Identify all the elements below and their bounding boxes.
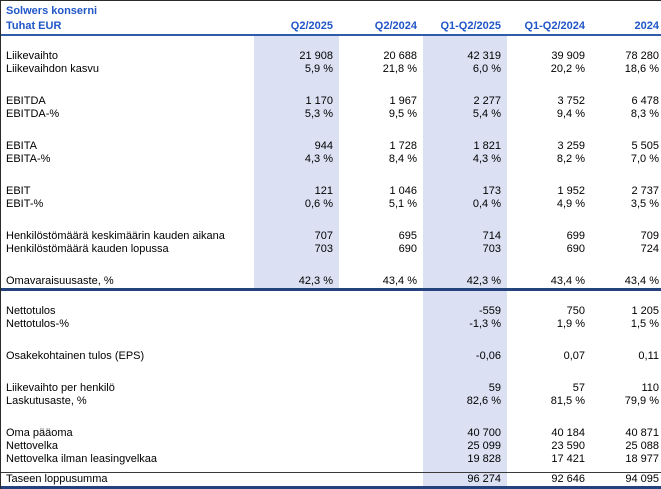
value-cell: 695 (398, 230, 417, 242)
value-cell: 1 205 (631, 305, 659, 317)
value-cell: 690 (398, 243, 417, 255)
row-label: EBIT-% (6, 198, 44, 210)
row-label: Liikevaihdon kasvu (6, 63, 99, 75)
value-cell: 94 095 (625, 473, 659, 485)
value-cell: 2 737 (631, 185, 659, 197)
row-label: Nettovelka ilman leasingvelkaa (6, 453, 158, 465)
table-row (1, 153, 661, 166)
value-cell: 1 046 (389, 185, 417, 197)
value-cell: 1 170 (305, 95, 333, 107)
value-cell (254, 305, 338, 318)
value-cell: 21,8 % (382, 63, 417, 75)
row-label: Nettovelka (6, 440, 58, 452)
value-cell: 1 967 (389, 95, 417, 107)
table-row (1, 108, 661, 121)
value-cell: 8,3 % (630, 108, 659, 120)
value-cell (254, 395, 338, 408)
value-cell (254, 318, 338, 331)
row-label: Nettotulos (6, 305, 56, 317)
value-cell: 724 (640, 243, 659, 255)
value-cell (338, 473, 422, 486)
value-cell: 18,6 % (624, 63, 659, 75)
table-row (1, 382, 661, 395)
value-cell: 42 319 (467, 50, 501, 62)
table-row (1, 395, 661, 408)
value-cell: 944 (314, 140, 333, 152)
row-label: Taseen loppusumma (6, 473, 108, 485)
table-row (1, 440, 661, 453)
value-cell: 3 259 (557, 140, 585, 152)
value-cell (254, 427, 338, 440)
value-cell: 79,9 % (624, 395, 659, 407)
value-cell: 703 (314, 243, 333, 255)
row-label: EBITA (6, 140, 37, 152)
value-cell (254, 453, 338, 466)
table-row (1, 230, 661, 243)
row-label: Nettotulos-% (6, 318, 69, 330)
value-cell (254, 350, 338, 363)
table-row (1, 318, 661, 331)
row-label: EBITDA (6, 95, 46, 107)
value-cell: 7,0 % (630, 153, 659, 165)
value-cell (338, 382, 422, 395)
row-group (1, 305, 661, 331)
value-cell: 1,5 % (630, 318, 659, 330)
column-header: Q2/2025 (290, 20, 333, 32)
value-cell: 78 280 (625, 50, 659, 62)
value-cell: 4,9 % (556, 198, 585, 210)
value-cell: 5,9 % (304, 63, 333, 75)
value-cell: 19 828 (467, 453, 501, 465)
table-row (1, 243, 661, 256)
value-cell: 25 099 (467, 440, 501, 452)
value-cell: 0,11 (638, 350, 659, 362)
table-row (1, 63, 661, 76)
value-cell: 9,4 % (556, 108, 585, 120)
table-row (1, 275, 661, 288)
value-cell: 43,4 % (382, 275, 417, 287)
value-cell (338, 395, 422, 408)
value-cell: 17 421 (551, 453, 585, 465)
column-header: 2024 (634, 20, 659, 32)
table-row (1, 350, 661, 363)
value-cell: 110 (641, 382, 659, 394)
value-cell: 2 277 (473, 95, 501, 107)
column-header: Q2/2024 (374, 20, 417, 32)
row-label: Liikevaihto (6, 50, 58, 62)
row-label: Osakekohtainen tulos (EPS) (6, 350, 145, 362)
value-cell: 4,3 % (304, 153, 333, 165)
value-cell: 3 752 (557, 95, 585, 107)
value-cell: 5,1 % (388, 198, 417, 210)
table-row (1, 305, 661, 318)
row-group (1, 185, 661, 211)
value-cell (254, 473, 338, 486)
value-cell: 81,5 % (550, 395, 585, 407)
value-cell: 703 (482, 243, 501, 255)
row-group (1, 50, 661, 76)
value-cell (338, 318, 422, 331)
value-cell: 173 (482, 185, 501, 197)
value-cell: 6,0 % (472, 63, 501, 75)
value-cell: 8,4 % (388, 153, 417, 165)
value-cell: 42,3 % (466, 275, 501, 287)
value-cell: 0,4 % (472, 198, 501, 210)
value-cell (254, 382, 338, 395)
row-label: Henkilöstömäärä keskimäärin kauden aikana (6, 230, 225, 242)
value-cell: 3,5 % (630, 198, 659, 210)
value-cell: 707 (314, 230, 333, 242)
row-label: Laskutusaste, % (6, 395, 87, 407)
row-group (1, 427, 661, 466)
value-cell: 1,9 % (556, 318, 585, 330)
row-group (1, 350, 661, 363)
value-cell (338, 427, 422, 440)
section-secondary-figures (1, 291, 661, 466)
row-group (1, 275, 661, 288)
value-cell: -0,06 (475, 350, 501, 362)
value-cell (338, 305, 422, 318)
table-row (1, 50, 661, 63)
table-row (1, 198, 661, 211)
value-cell: 8,2 % (556, 153, 585, 165)
value-cell: 42,3 % (298, 275, 333, 287)
value-cell: 92 646 (551, 473, 585, 485)
value-cell: 4,3 % (472, 153, 501, 165)
row-group (1, 95, 661, 121)
value-cell (254, 440, 338, 453)
value-cell: 21 908 (299, 50, 333, 62)
value-cell: 96 274 (467, 473, 501, 485)
value-cell: 43,4 % (550, 275, 585, 287)
value-cell: 0,6 % (304, 198, 333, 210)
value-cell: 699 (566, 230, 585, 242)
value-cell: 40 184 (551, 427, 585, 439)
value-cell: 18 977 (625, 453, 659, 465)
value-cell: -1,3 % (469, 318, 501, 330)
value-cell: 0,07 (563, 350, 585, 362)
table-row (1, 427, 661, 440)
value-cell: 82,6 % (466, 395, 501, 407)
value-cell (338, 350, 422, 363)
value-cell: 39 909 (551, 50, 585, 62)
value-cell: 714 (482, 230, 501, 242)
section-key-figures (1, 36, 661, 288)
table-row (1, 95, 661, 108)
table-row (1, 453, 661, 466)
column-header: Q1-Q2/2024 (524, 20, 585, 32)
value-cell: -559 (478, 305, 501, 317)
row-group (1, 140, 661, 166)
row-label: Henkilöstömäärä kauden lopussa (6, 243, 169, 255)
value-cell: 23 590 (551, 440, 585, 452)
value-cell: 709 (640, 230, 659, 242)
column-header-row (1, 18, 661, 34)
value-cell: 1 821 (473, 140, 501, 152)
unit-label: Tuhat EUR (6, 20, 62, 32)
column-header: Q1-Q2/2025 (440, 20, 501, 32)
table-header (1, 1, 661, 36)
value-cell: 1 728 (389, 140, 417, 152)
value-cell: 43,4 % (624, 275, 659, 287)
value-cell: 40 871 (625, 427, 659, 439)
row-label: EBITA-% (6, 153, 51, 165)
value-cell: 59 (488, 382, 501, 394)
table-row (1, 185, 661, 198)
row-group (1, 230, 661, 256)
value-cell: 25 088 (625, 440, 659, 452)
value-cell: 1 952 (557, 185, 585, 197)
value-cell: 9,5 % (388, 108, 417, 120)
value-cell (338, 440, 422, 453)
row-label: EBIT (6, 185, 31, 197)
table-row (1, 473, 661, 486)
value-cell: 40 700 (467, 427, 501, 439)
row-group (1, 382, 661, 408)
section-balance-total (1, 473, 661, 486)
value-cell: 5,3 % (304, 108, 333, 120)
value-cell: 690 (566, 243, 585, 255)
value-cell: 5,4 % (472, 108, 501, 120)
report-title: Solwers konserni (6, 5, 98, 17)
row-label: Oma pääoma (6, 427, 73, 439)
row-label: Omavaraisuusaste, % (6, 275, 114, 287)
value-cell: 5 505 (631, 140, 659, 152)
value-cell: 6 478 (631, 95, 659, 107)
value-cell (338, 453, 422, 466)
value-cell: 750 (566, 305, 585, 317)
row-label: EBITDA-% (6, 108, 60, 120)
row-label: Liikevaihto per henkilö (6, 382, 115, 394)
value-cell: 20 688 (383, 50, 417, 62)
table-row (1, 140, 661, 153)
value-cell: 121 (314, 185, 333, 197)
value-cell: 57 (572, 382, 585, 394)
row-group (1, 473, 661, 486)
value-cell: 20,2 % (550, 63, 585, 75)
